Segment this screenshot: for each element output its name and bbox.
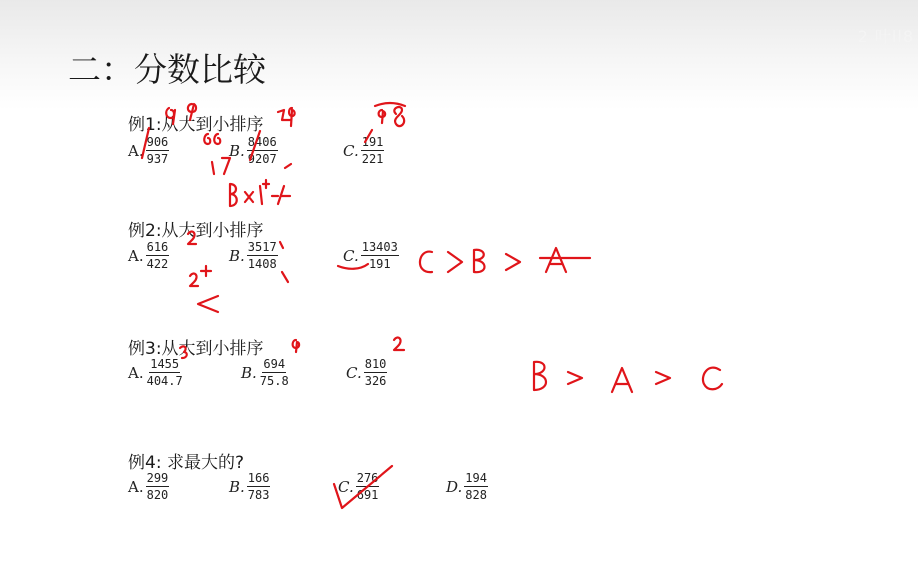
fraction: $\frac{13403}{191}$ <box>361 240 398 271</box>
example-3-option-a: A. $\frac{1455}{404.7}$ <box>128 357 183 388</box>
fraction: $\frac{616}{422}$ <box>146 240 169 271</box>
example-4-label: 例4: 求最大的? <box>128 453 244 473</box>
example-3-answer <box>534 362 722 392</box>
example-2-option-a: A. $\frac{616}{422}$ <box>128 240 169 271</box>
example-2-option-c: C. $\frac{13403}{191}$ <box>343 240 398 271</box>
example-1-option-a: A. $\frac{906}{937}$ <box>128 135 169 166</box>
example-4-option-b: B. $\frac{166}{783}$ <box>229 471 270 502</box>
fraction: $\frac{8406}{9207}$ <box>247 135 277 166</box>
example-2-answer <box>420 248 590 272</box>
example-1-option-c: C. $\frac{191}{221}$ <box>343 135 384 166</box>
fraction: $\frac{810}{326}$ <box>364 357 387 388</box>
fraction: $\frac{1455}{404.7}$ <box>146 357 183 388</box>
fraction: $\frac{3517}{1408}$ <box>247 240 277 271</box>
example-3-option-c: C. $\frac{810}{326}$ <box>346 357 387 388</box>
example-3-label: 例3:从大到小排序 <box>128 339 264 359</box>
example-2-option-b: B. $\frac{3517}{1408}$ <box>229 240 277 271</box>
example-1-option-b: B. $\frac{8406}{9207}$ <box>229 135 277 166</box>
example-2-scribbles <box>188 232 368 312</box>
fraction: $\frac{906}{937}$ <box>146 135 169 166</box>
example-4-option-d: D. $\frac{194}{828}$ <box>446 471 487 502</box>
example-1-label: 例1:从大到小排序 <box>128 115 264 135</box>
fraction: $\frac{194}{828}$ <box>465 471 487 502</box>
example-4-option-c: C. $\frac{276}{691}$ <box>338 471 379 502</box>
example-2-label: 例2:从大到小排序 <box>128 221 264 241</box>
fraction: $\frac{166}{783}$ <box>247 471 270 502</box>
slide-title: 二：分数比较 <box>68 50 266 89</box>
fraction: $\frac{276}{691}$ <box>356 471 379 502</box>
fraction: $\frac{299}{820}$ <box>146 471 169 502</box>
fraction: $\frac{694}{75.8}$ <box>259 357 289 388</box>
example-4-option-a: A. $\frac{299}{820}$ <box>128 471 169 502</box>
fraction: $\frac{191}{221}$ <box>361 135 384 166</box>
example-3-option-b: B. $\frac{694}{75.8}$ <box>241 357 289 388</box>
watermark: 2 叶ll8 <box>857 27 914 46</box>
